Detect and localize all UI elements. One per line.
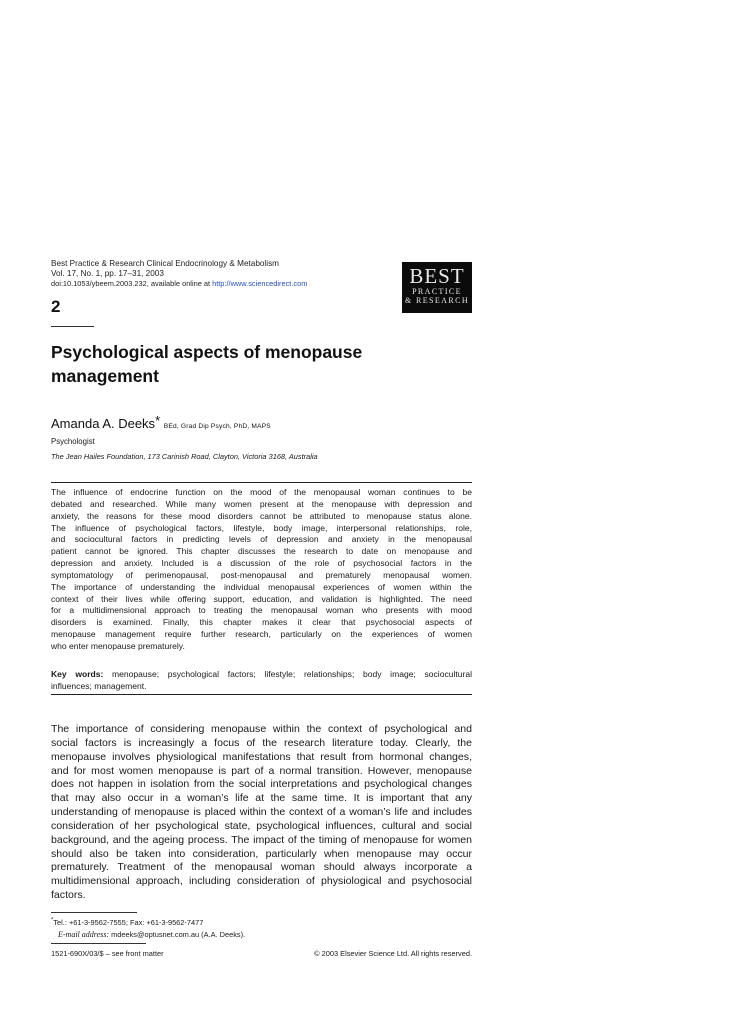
footnote-contact-line (51, 917, 245, 929)
article-title (51, 340, 451, 388)
abstract-line: disorders is examined. Finally, this chapter makes it clear that psychosocial aspects of (51, 617, 472, 628)
footnote-email-line (51, 929, 245, 941)
body-text (51, 723, 472, 903)
logo-line-practice: PRACTICE (412, 287, 462, 296)
abstract-line: for a multidimensional approach to treating the menopausal woman who presents with mood (51, 605, 472, 616)
body-line: consideration of her psychological state, psychological influences, cultural and social (51, 819, 472, 832)
journal-name: Best Practice & Research Clinical Endocrinology & Metabolism (51, 259, 279, 268)
keywords (51, 669, 472, 693)
copyright-line: © 2003 Elsevier Science Ltd. All rights reserved. (314, 949, 472, 958)
volume-line: Vol. 17, No. 1, pp. 17–31, 2003 (51, 269, 164, 279)
body-line: prematurely. Treatment of the menopausal woman should always incorporate a (51, 861, 472, 874)
title-line-2: management (51, 366, 159, 386)
footnote-rule (51, 912, 137, 913)
body-line: that may also occur in a woman’s life at the same time. It is important that any (51, 792, 472, 805)
abstract-line: anxiety, the reasons for these mood disorders cannot be attributed to menopause status alone. (51, 510, 472, 521)
footer-rule (51, 943, 146, 944)
body-line: and for most women menopause is part of a normal transition. However, menopause (51, 764, 472, 777)
abstract-line: symptomatology of perimenopausal, post-menopausal and prematurely menopausal women. (51, 569, 472, 580)
abstract-line: and sociocultural factors in predicting levels of depression and anxiety in the menopausal (51, 534, 472, 545)
abstract-top-rule (51, 482, 472, 483)
chapter-rule (51, 326, 94, 327)
journal-header (51, 259, 307, 290)
abstract-line: context of their lives while offering support, education, and validation is highlighted. The need (51, 593, 472, 604)
body-line: The importance of considering menopause within the context of psychological and (51, 723, 472, 735)
abstract-line: The influence of psychological factors, lifestyle, body image, interpersonal relationships, role, (51, 522, 472, 533)
doi-text: doi:10.1053/ybeem.2003.232, available online at (51, 279, 213, 289)
email-address[interactable]: mdeeks@optusnet.com.au (A.A. Deeks). (109, 929, 246, 939)
body-line: should also be taken into consideration, particularly when menopause may occur (51, 847, 472, 860)
chapter-number: 2 (51, 297, 61, 316)
logo-line-research: & RESEARCH (404, 296, 469, 305)
email-label: E-mail address: (58, 929, 110, 939)
abstract-line: who enter menopause prematurely. (51, 640, 185, 651)
keywords-label: Key words: (51, 669, 104, 679)
abstract-line: depression and anxiety. Included is a discussion of the role of psychosocial factors in the (51, 558, 472, 569)
author-affiliation: The Jean Hailes Foundation, 173 Carinish Road, Clayton, Victoria 3168, Australia (51, 452, 318, 461)
abstract-line: menopause management require further research, particularly on the experiences of women (51, 629, 472, 640)
author-footnote-marker[interactable]: * (155, 412, 161, 428)
body-line: multidimensional approach, including consideration of physiological and psychosocial (51, 875, 472, 888)
sciencedirect-link[interactable]: http://www.sciencedirect.com (212, 279, 308, 289)
body-line: social factors is increasingly a focus of the research literature today. Clearly, the (51, 736, 472, 749)
body-line: menopause involves physiological manifestations that result from hormonal changes, (51, 750, 472, 763)
body-line: background, and the ageing process. The impact of the timing of menopause for women (51, 833, 472, 846)
keywords-list-2: influences; management. (51, 680, 147, 691)
author-role: Psychologist (51, 437, 95, 446)
abstract-line: debated and researched. While many women present at the menopause with depression and (51, 498, 472, 509)
title-line-1: Psychological aspects of menopause (51, 342, 363, 362)
issn-line: 1521-690X/03/$ – see front matter (51, 949, 164, 958)
body-line: factors. (51, 889, 86, 902)
body-line: does not happen in isolation from the social interpretations and psychological changes (51, 778, 472, 791)
footnote-marker: * (51, 917, 54, 924)
abstract-line: The importance of understanding the individual menopausal experiences of women within the (51, 581, 472, 592)
best-practice-logo (402, 262, 472, 313)
footnote (51, 917, 245, 940)
abstract (51, 487, 472, 653)
keywords-line-1 (51, 669, 472, 681)
body-line: understanding of menopause is placed within the context of a woman’s life and includes (51, 806, 472, 819)
logo-line-best: BEST (409, 264, 465, 288)
abstract-bottom-rule (51, 694, 472, 695)
abstract-line: The influence of endocrine function on the mood of the menopausal woman continues to be (51, 487, 472, 497)
keywords-list-1: menopause; psychological factors; lifestyle; relationships; body image; sociocultural (103, 669, 473, 679)
author-line (51, 412, 271, 431)
author-name: Amanda A. Deeks (51, 416, 156, 431)
doi-line (51, 279, 307, 289)
footnote-contact: Tel.: +61-3-9562-7555; Fax: +61-3-9562-7477 (53, 918, 204, 927)
author-degrees: BEd, Grad Dip Psych, PhD, MAPS (163, 423, 271, 430)
abstract-line: patient cannot be ignored. This chapter discusses the research to date on menopause and (51, 546, 472, 557)
